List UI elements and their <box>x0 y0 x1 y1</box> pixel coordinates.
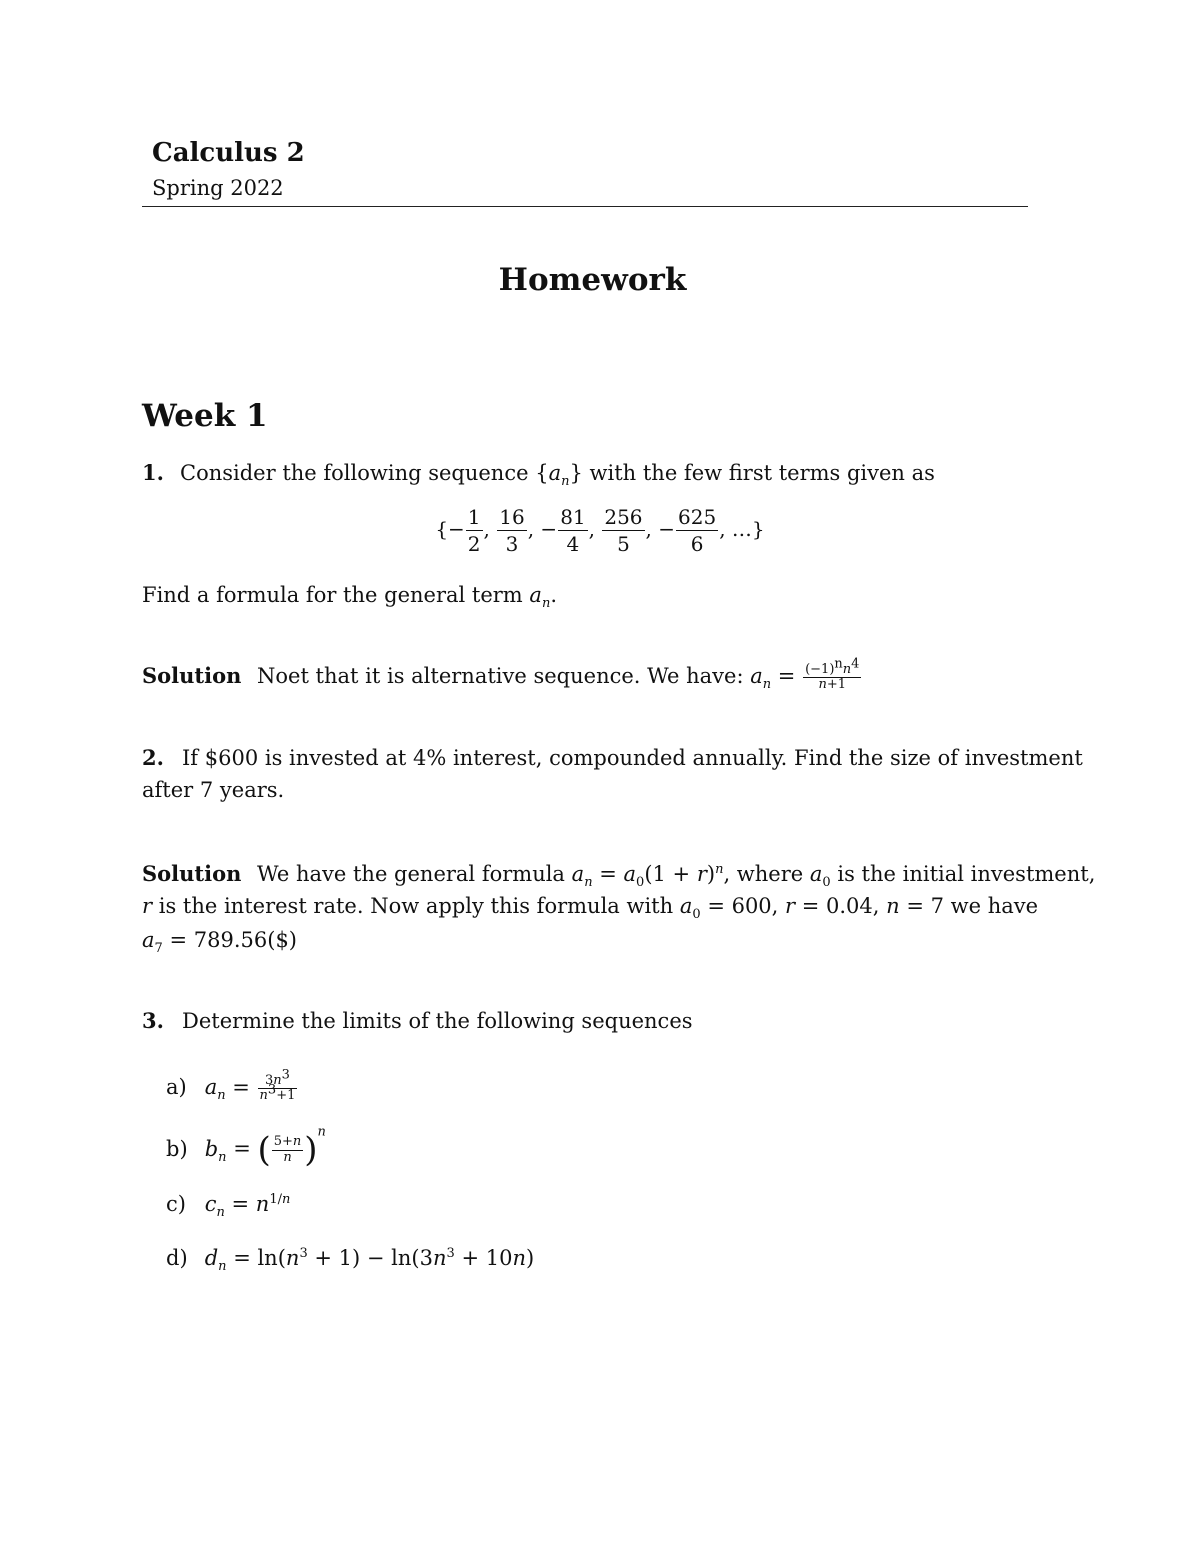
problem-text: If $600 is invested at 4% interest, compounded annually. Find the size of investment <box>182 746 1083 770</box>
sequence-term: $\frac{1}{2}$ <box>467 505 481 556</box>
sequence-display: {− $\frac{1}{2}$ , $\frac{16}{3}$ , − $\frac{81}{4}$ , $\frac{256}{5}$ , − $\frac{625}{6}$ , …} <box>435 505 765 556</box>
problem-2-solution-line-2: r is the interest rate. Now apply this formula with $a_0 = 600$, r = 0.04, n = 7 we have <box>142 894 1039 923</box>
header-divider <box>142 206 1028 207</box>
sequence-term: $\frac{625}{6}$ <box>678 505 717 556</box>
problem-number: 2. <box>142 745 164 770</box>
solution-label: Solution <box>142 861 242 886</box>
problem-2-result: $a_7$ = 789.56($) <box>142 928 297 957</box>
formula-fraction: $\frac{(-1)^nn^4}{n+1}$ <box>805 656 860 692</box>
sub-item-d: d) $d_n = \ln(n^3 + 1) - \ln(3n^3 + 10n)$ <box>166 1246 535 1275</box>
section-title: Week 1 <box>142 398 268 434</box>
sub-item-c: c) $c_n = n^{1/n}$ <box>166 1192 291 1221</box>
sequence-term: $\frac{81}{4}$ <box>560 505 586 556</box>
sequence-term: $\frac{256}{5}$ <box>604 505 643 556</box>
problem-2 <box>142 742 1083 774</box>
sequence-term: $\frac{16}{3}$ <box>499 505 525 556</box>
document-title: Homework <box>498 262 687 298</box>
problem-2-continued: after 7 years. <box>142 778 285 802</box>
course-title: Calculus 2 <box>152 138 305 168</box>
sub-item-b: b) $b_n$ = ( $\frac{5+n}{n}$ )$^n$ <box>166 1124 326 1170</box>
problem-text: Determine the limits of the following sequences <box>182 1009 693 1033</box>
solution-text: Noet that it is alternative sequence. We have: <box>257 664 744 688</box>
problem-text: Consider the following sequence <box>180 461 529 485</box>
problem-2-solution-line-1: Solution We have the general formula $a_n = a_0(1 + r)^n$, where $a_0$ is the initial investment, <box>142 858 1095 890</box>
problem-text-continued: with the few first terms given as <box>589 461 935 485</box>
problem-number: 3. <box>142 1008 164 1033</box>
problem-3 <box>142 1005 693 1037</box>
problem-1-solution: Solution Noet that it is alternative sequence. We have: $a_n$ = $\frac{(-1)^nn^4}{n+1}$ <box>142 656 860 693</box>
solution-label: Solution <box>142 663 242 688</box>
term-label: Spring 2022 <box>152 176 284 200</box>
problem-number: 1. <box>142 460 164 485</box>
problem-1-question: Find a formula for the general term $a_n$. <box>142 583 557 612</box>
sub-item-a: a) $a_n$ = $\frac{3n^3}{n^3+1}$ <box>166 1067 296 1104</box>
problem-1: 1. Consider the following sequence $\{a_n\}$ with the few first terms given as <box>142 457 935 489</box>
